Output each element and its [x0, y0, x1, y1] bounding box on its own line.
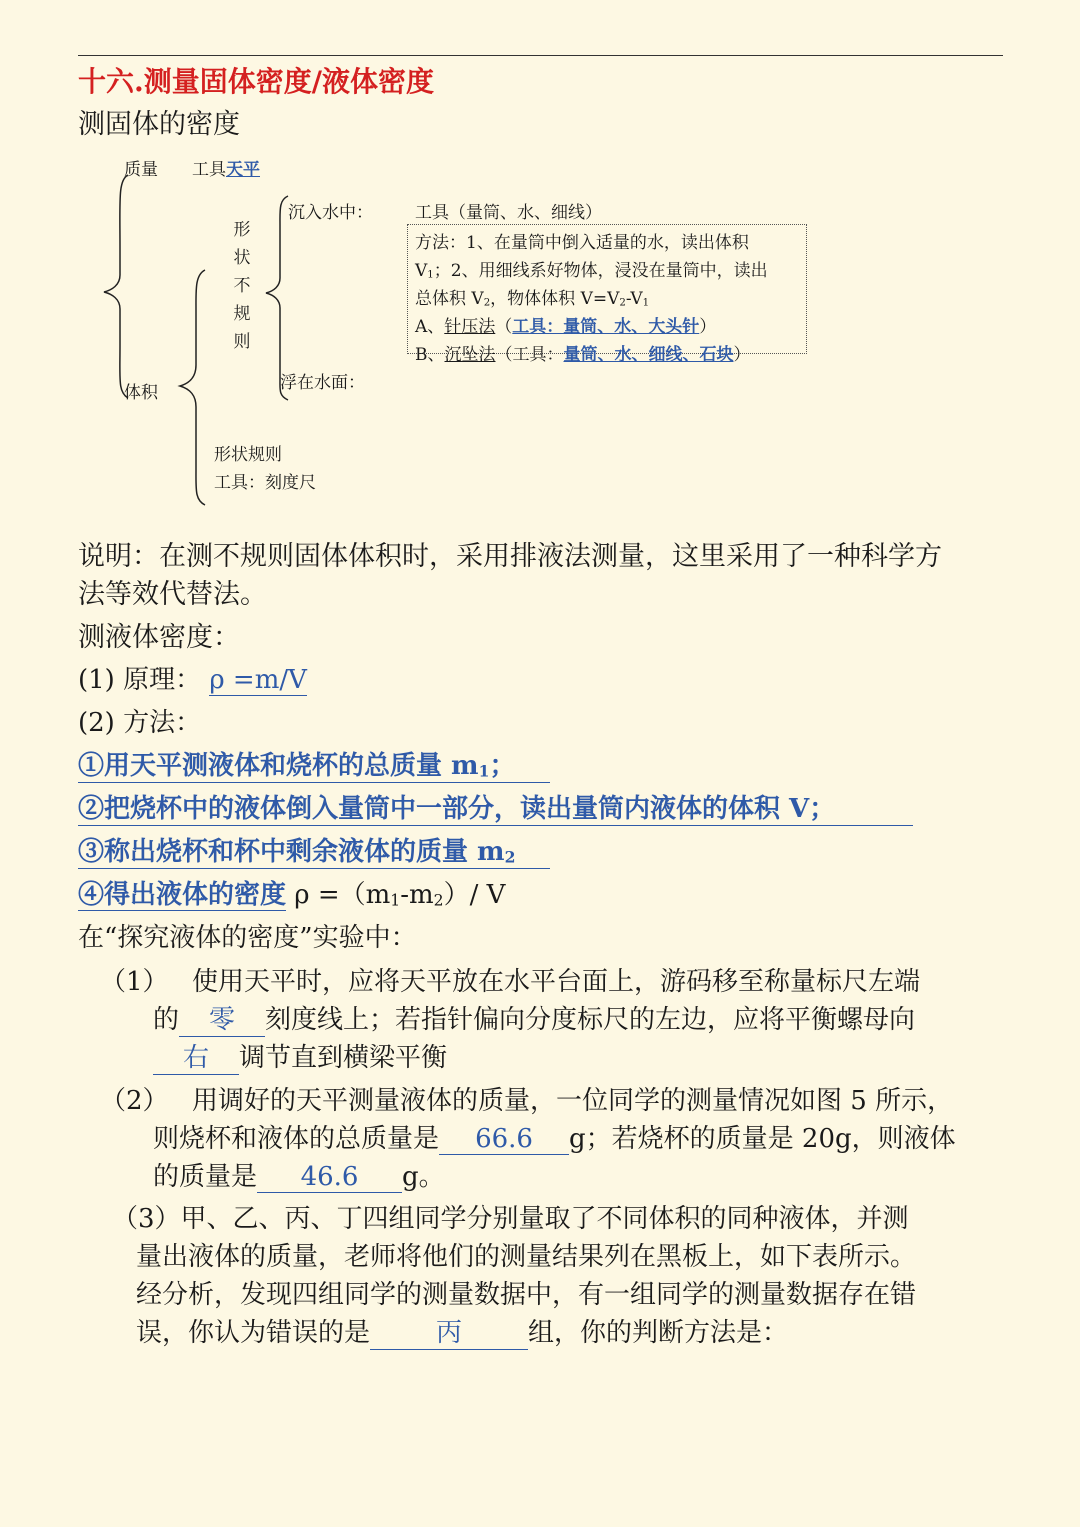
step-text: ①用天平测液体和烧杯的总质量 m	[78, 751, 479, 781]
subscript: 2	[619, 297, 626, 309]
formula-text: ρ =（m	[286, 880, 391, 910]
sink-tools: 工具（量筒、水、细线）	[415, 203, 602, 223]
q-text: 的	[153, 1005, 180, 1035]
subscript: 2	[504, 847, 516, 867]
main-brace	[104, 175, 128, 398]
method-line-1: 方法：1、在量筒中倒入适量的水，读出体积	[415, 233, 749, 253]
q3-line-2: 量出液体的质量，老师将他们的测量结果列在黑板上，如下表所示。	[136, 1242, 917, 1272]
liquid-step-2: ②把烧杯中的液体倒入量筒中一部分，读出量筒内液体的体积 V；	[78, 788, 913, 826]
q-text: 刻度线上；若指针偏向分度标尺的左边，应将平衡螺母向	[265, 1005, 916, 1035]
q1-line-1: 使用天平时，应将天平放在水平台面上，游码移至称量标尺左端	[192, 967, 921, 997]
q-text: 误，你认为错误的是	[136, 1318, 371, 1348]
experiment-intro: 在“探究液体的密度”实验中：	[78, 923, 417, 953]
method-prefix: A、	[415, 317, 445, 337]
subscript: 2	[433, 891, 444, 910]
q1-line-3	[153, 1037, 447, 1075]
method-label: (2) 方法：	[78, 708, 202, 738]
subscript: 1	[478, 761, 490, 781]
regular-label: 形状规则	[214, 445, 282, 465]
q1-line-2	[153, 999, 915, 1037]
needle-method-name: 针压法	[444, 317, 496, 337]
irregular-label	[232, 216, 252, 356]
q-text: 调节直到横梁平衡	[239, 1043, 448, 1073]
liquid-step-4	[78, 874, 505, 911]
subscript: 1	[427, 269, 434, 281]
subscript: 1	[390, 891, 401, 910]
method-line-3	[415, 284, 649, 309]
method-text: -V	[625, 289, 643, 309]
principle-line	[78, 659, 307, 696]
paren: （	[495, 317, 513, 337]
q2-answer-total-mass: 66.6	[439, 1124, 569, 1155]
method-text: 总体积 V	[415, 289, 484, 309]
q3-line-3: 经分析，发现四组同学的测量数据中，有一组同学的测量数据存在错	[136, 1280, 917, 1310]
volume-brace	[180, 270, 205, 505]
q3-answer-group: 丙	[370, 1312, 528, 1350]
irregular-char: 则	[233, 332, 251, 352]
formula-text: -m	[400, 880, 434, 910]
method-text: ，物体体积 V=V	[490, 289, 620, 309]
needle-method	[415, 312, 716, 337]
q2-line-3	[153, 1156, 445, 1193]
q2-answer-liquid-mass: 46.6	[257, 1162, 402, 1193]
paren: （工具：	[495, 345, 564, 365]
regular-tool: 工具：刻度尺	[214, 473, 316, 493]
q1-answer-zero: 零	[179, 999, 265, 1037]
principle-answer: ρ =m/V	[209, 665, 307, 695]
note-line-1: 说明：在测不规则固体体积时，采用排液法测量，这里采用了一种科学方	[78, 541, 942, 572]
liquid-step-3	[78, 831, 550, 869]
needle-tools-answer: 工具：量筒、水、大头针	[512, 317, 700, 337]
sink-label: 沉入水中：	[288, 203, 373, 223]
method-line-2	[415, 256, 768, 281]
mass-tool-prefix: 工具	[192, 160, 226, 180]
q1-answer-right: 右	[153, 1037, 239, 1075]
step-text: ④得出液体的密度	[78, 880, 287, 910]
paren: ）	[699, 317, 717, 337]
formula-text: ）/ V	[443, 880, 506, 910]
q2-line-2	[153, 1118, 956, 1155]
note-line-2: 法等效代替法。	[78, 579, 267, 610]
q-text: 的质量是	[153, 1162, 258, 1192]
subscript: 2	[483, 297, 491, 309]
q-text: g。	[402, 1162, 445, 1192]
q-text: g；若烧杯的质量是 20g，则液体	[569, 1124, 956, 1154]
irregular-char: 规	[233, 304, 251, 324]
solid-heading: 测固体的密度	[78, 109, 240, 140]
q1-number: （1）	[100, 967, 169, 997]
q2-number: （2）	[100, 1086, 169, 1116]
q2-line-1: 用调好的天平测量液体的质量，一位同学的测量情况如图 5 所示，	[192, 1086, 954, 1116]
sinker-method	[415, 340, 751, 365]
q-text: 则烧杯和液体的总质量是	[153, 1124, 440, 1154]
method-text: ；2、用细线系好物体，浸没在量筒中，读出	[433, 261, 768, 281]
page-title: 十六.测量固体密度/液体密度	[78, 65, 434, 98]
q3-line-1: （3）甲、乙、丙、丁四组同学分别量取了不同体积的同种液体，并测	[112, 1204, 909, 1234]
step-text: ；	[489, 751, 516, 781]
step-text: ③称出烧杯和杯中剩余液体的质量 m	[78, 837, 505, 867]
method-text: V	[415, 261, 428, 281]
method-prefix: B、	[415, 345, 445, 365]
sinker-tools-answer: 量筒、水、细线、石块	[563, 345, 734, 365]
subscript: 1	[642, 297, 650, 309]
q3-line-4	[136, 1312, 788, 1350]
sinker-method-name: 沉坠法	[444, 345, 496, 365]
irregular-char: 状	[233, 248, 251, 268]
mass-tool-answer: 天平	[226, 160, 260, 180]
paren: ）	[733, 345, 751, 365]
mass-label: 质量	[124, 160, 158, 180]
float-label: 浮在水面：	[280, 373, 365, 393]
volume-label: 体积	[124, 383, 158, 403]
q-text: 组，你的判断方法是：	[528, 1318, 789, 1348]
mass-tool	[192, 155, 260, 180]
principle-label: (1) 原理：	[78, 665, 202, 695]
liquid-heading: 测液体密度：	[78, 622, 240, 653]
irregular-char: 不	[233, 276, 251, 296]
liquid-step-1	[78, 745, 550, 783]
irregular-char: 形	[233, 220, 251, 240]
